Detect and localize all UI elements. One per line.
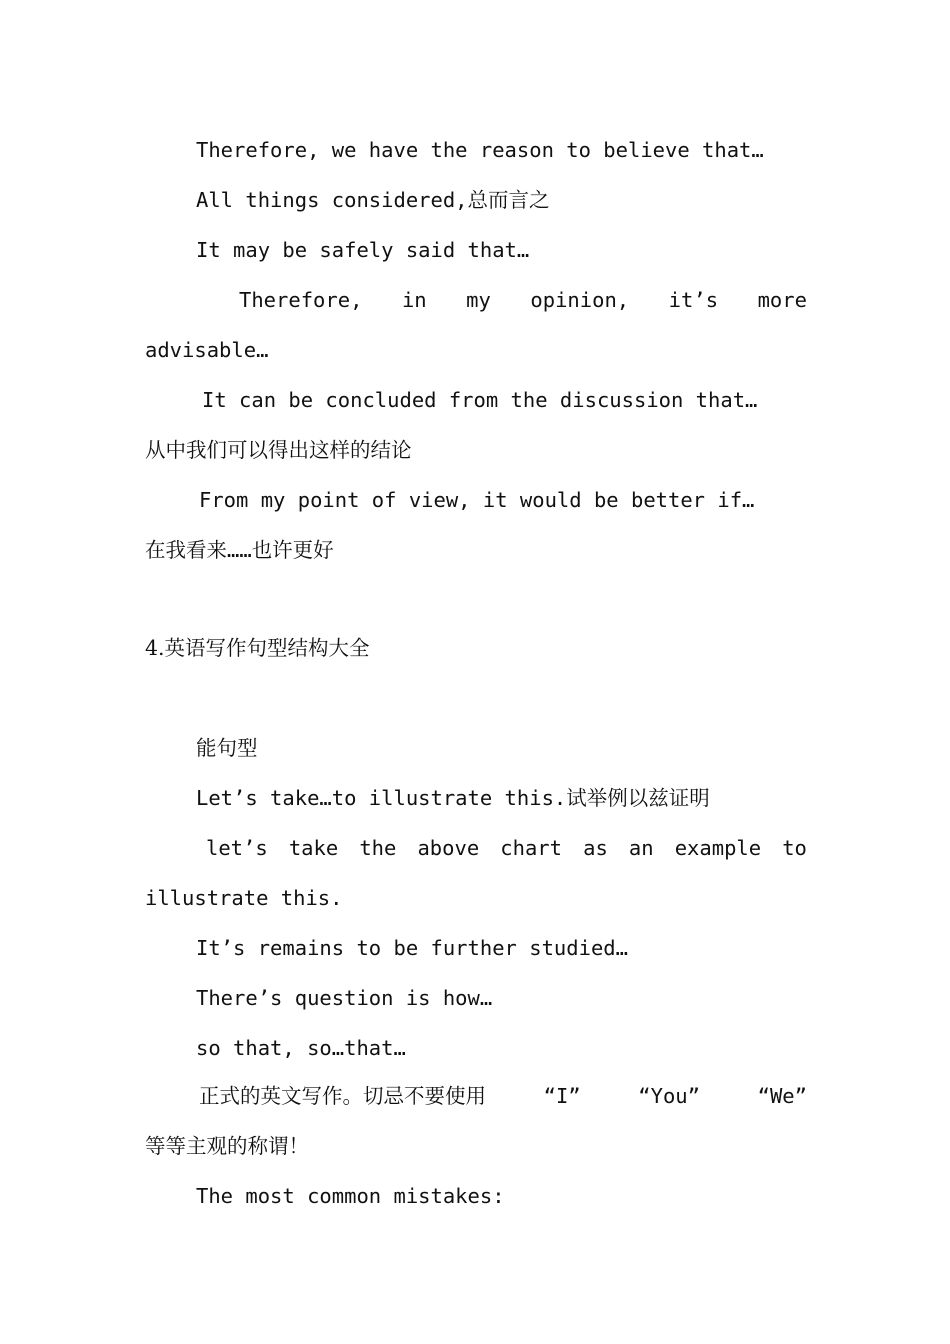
text-line: The most common mistakes: bbox=[196, 1184, 505, 1208]
justified-line-opinion bbox=[239, 285, 807, 315]
text-line: so that, so…that… bbox=[196, 1036, 406, 1060]
text-line: illustrate this. bbox=[145, 886, 343, 910]
word: Therefore, bbox=[239, 288, 363, 312]
word: an bbox=[628, 836, 654, 860]
text-line: Therefore, we have the reason to believe that… bbox=[196, 138, 764, 162]
word: as bbox=[583, 836, 608, 860]
text-line: 从中我们可以得出这样的结论 bbox=[145, 438, 412, 462]
word: it’s bbox=[668, 288, 719, 312]
quoted-word: “I” bbox=[543, 1084, 581, 1108]
quoted-word: “We” bbox=[757, 1084, 807, 1108]
section-heading: 4.英语写作句型结构大全 bbox=[145, 636, 370, 660]
phrase: 正式的英文写作。切忌不要使用 bbox=[199, 1084, 486, 1108]
text-line: All things considered,总而言之 bbox=[196, 188, 550, 212]
text-line: It may be safely said that… bbox=[196, 238, 530, 262]
quoted-word: “You” bbox=[638, 1084, 700, 1108]
word: example bbox=[674, 836, 762, 860]
text-line: It’s remains to be further studied… bbox=[196, 936, 628, 960]
word: let’s bbox=[206, 836, 268, 860]
word: in bbox=[401, 288, 427, 312]
word: take bbox=[288, 836, 339, 860]
text-line: It can be concluded from the discussion that… bbox=[202, 388, 758, 412]
text-line: There’s question is how… bbox=[196, 986, 493, 1010]
word: above bbox=[417, 836, 480, 860]
word: my bbox=[466, 288, 491, 312]
word: chart bbox=[500, 836, 562, 860]
word: opinion, bbox=[530, 288, 630, 312]
text-line: advisable… bbox=[145, 338, 269, 362]
word: the bbox=[359, 836, 397, 860]
justified-line-formal bbox=[199, 1081, 807, 1111]
word: to bbox=[782, 836, 807, 860]
text-line: Let’s take…to illustrate this.试举例以兹证明 bbox=[196, 786, 710, 810]
text-line: 在我看来……也许更好 bbox=[145, 538, 334, 562]
text-line: 能句型 bbox=[196, 736, 258, 760]
justified-line-example bbox=[206, 833, 807, 863]
text-line: 等等主观的称谓！ bbox=[145, 1134, 309, 1158]
text-line: From my point of view, it would be better if… bbox=[199, 488, 755, 512]
word: more bbox=[757, 288, 807, 312]
